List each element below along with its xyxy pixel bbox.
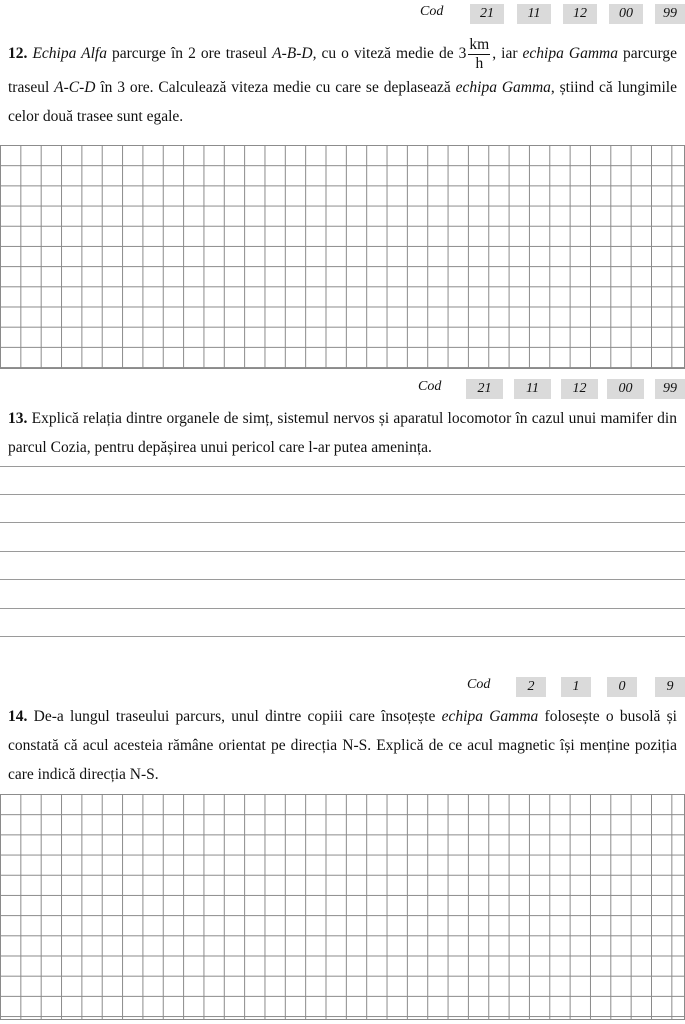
question-12 <box>8 36 677 131</box>
question-text: Explică relația dintre organele de simț, sistemul nervos și aparatul locomotor în cazul unui mamifer din parcul Cozia, pentru depășirea unui pericol care l-ar putea amenința. <box>8 410 677 456</box>
unit-denominator: h <box>475 55 484 72</box>
question-text: parcurge în 2 ore traseul <box>106 45 273 63</box>
question-text: în 3 ore. Calculează viteza medie cu care se deplasează <box>95 79 456 96</box>
question-14 <box>8 702 677 789</box>
code-box: 1 <box>561 677 591 697</box>
answer-grid-q14[interactable] <box>0 794 685 1020</box>
code-box: 99 <box>655 4 685 24</box>
route-label: A-C-D <box>54 79 96 96</box>
answer-line[interactable] <box>0 608 685 609</box>
answer-line[interactable] <box>0 466 685 467</box>
answer-line[interactable] <box>0 636 685 637</box>
team-name: Echipa Alfa <box>32 45 107 63</box>
question-text: parcurge traseul <box>8 45 677 96</box>
code-box: 12 <box>561 379 598 399</box>
code-box: 0 <box>607 677 637 697</box>
answer-line[interactable] <box>0 494 685 495</box>
code-bar-q13 <box>0 379 685 399</box>
code-box: 21 <box>466 379 503 399</box>
question-text: cu o viteză medie de 3 <box>316 45 467 63</box>
answer-line[interactable] <box>0 579 685 580</box>
code-box: 00 <box>607 379 644 399</box>
code-label: Cod <box>420 4 444 19</box>
answer-line[interactable] <box>0 522 685 523</box>
code-label: Cod <box>467 677 491 692</box>
answer-grid-q12[interactable] <box>0 145 685 369</box>
question-number: 12. <box>8 45 28 63</box>
code-bar-q12 <box>0 4 685 24</box>
code-box: 99 <box>655 379 685 399</box>
unit-numerator: km <box>469 36 490 53</box>
code-box: 11 <box>514 379 551 399</box>
question-text: folosește o busolă și constată că acul acesteia rămâne orientat pe direcția N-S. Explică de ce acul magnetic își menține poziția care indică direcția N-S. <box>8 708 677 783</box>
code-box: 00 <box>609 4 643 24</box>
code-box: 11 <box>517 4 551 24</box>
question-number: 13. <box>8 410 28 427</box>
code-box: 2 <box>516 677 546 697</box>
question-13 <box>8 404 677 462</box>
team-name: echipa Gamma <box>441 708 539 725</box>
question-text: De-a lungul traseului parcurs, unul dintre copiii care însoțește <box>27 708 442 725</box>
team-name: echipa Gamma <box>522 45 618 63</box>
code-box: 9 <box>655 677 685 697</box>
code-box: 12 <box>563 4 597 24</box>
question-text: , iar <box>492 45 523 63</box>
unit-fraction <box>468 36 490 73</box>
route-label: A-B-D, <box>272 45 317 63</box>
code-bar-q14 <box>0 677 685 697</box>
code-label: Cod <box>418 379 442 394</box>
answer-line[interactable] <box>0 551 685 552</box>
question-text: , știind că lungimile celor două trasee sunt egale. <box>8 79 677 125</box>
team-name: echipa Gamma <box>455 79 551 96</box>
question-number: 14. <box>8 708 28 725</box>
code-box: 21 <box>470 4 504 24</box>
